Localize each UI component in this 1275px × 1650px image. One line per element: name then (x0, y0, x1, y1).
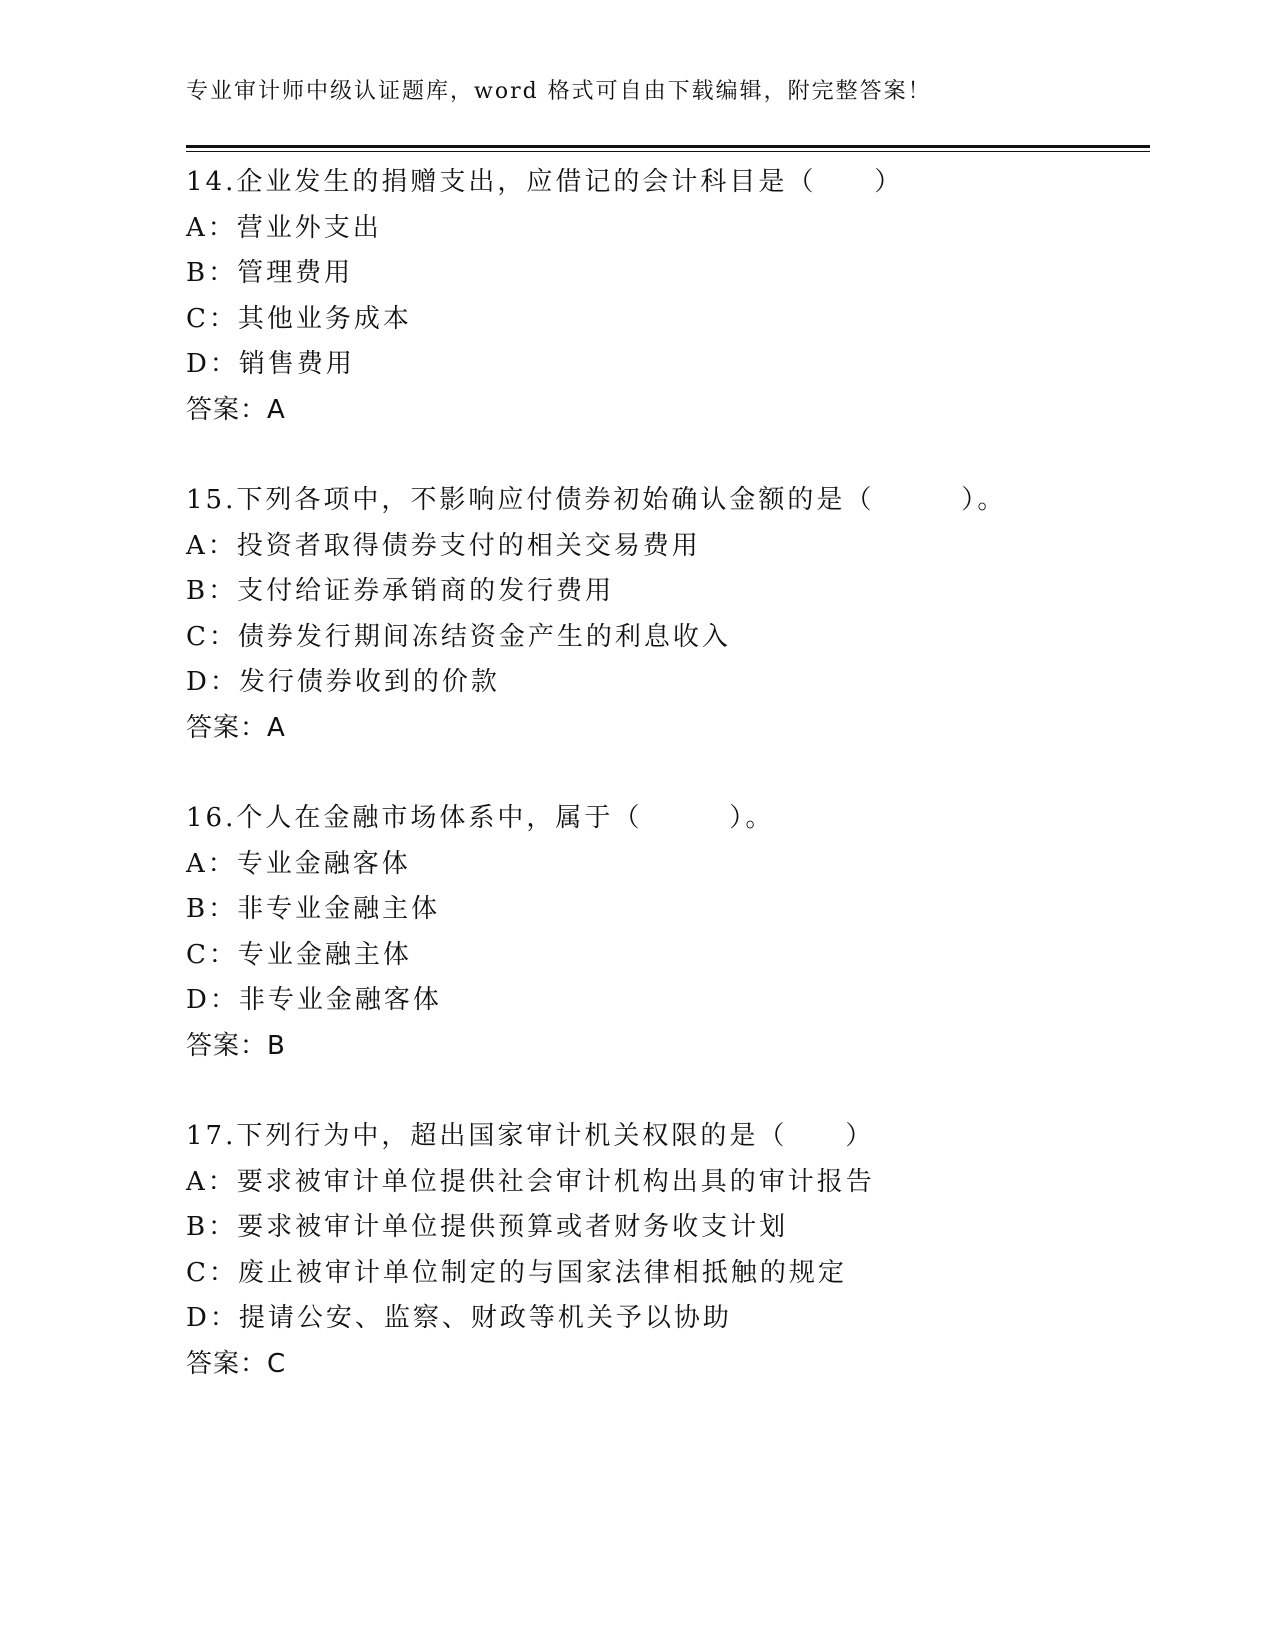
header-rule-thick (186, 145, 1150, 148)
question-list (186, 160, 1150, 1432)
question-14 (186, 160, 1150, 433)
option-a: A：专业金融客体 (186, 848, 411, 879)
option-b: B：非专业金融主体 (186, 894, 441, 924)
answer: 答案：A (186, 712, 286, 743)
option-d: D：提请公安、监察、财政等机关予以协助 (186, 1303, 732, 1333)
question-stem: 15.下列各项中，不影响应付债券初始确认金额的是（ ）。 (186, 485, 1007, 515)
option-b: B：要求被审计单位提供预算或者财务收支计划 (186, 1212, 789, 1242)
option-b: B：支付给证券承销商的发行费用 (186, 576, 615, 606)
option-d: D：非专业金融客体 (186, 985, 442, 1015)
option-c: C：其他业务成本 (186, 303, 412, 334)
option-d: D：发行债券收到的价款 (186, 667, 500, 697)
option-a: A：要求被审计单位提供社会审计机构出具的审计报告 (186, 1166, 875, 1197)
option-c: C：专业金融主体 (186, 939, 412, 970)
option-c: C：债券发行期间冻结资金产生的利息收入 (186, 621, 731, 652)
option-a: A：营业外支出 (186, 212, 382, 243)
option-d: D：销售费用 (186, 349, 355, 379)
question-16 (186, 796, 1150, 1069)
answer: 答案：A (186, 394, 286, 425)
answer: 答案：B (186, 1030, 286, 1061)
question-15 (186, 478, 1150, 751)
header-rule-thin (186, 151, 1150, 152)
answer: 答案：C (186, 1348, 287, 1379)
question-stem: 17.下列行为中，超出国家审计机关权限的是（ ） (186, 1121, 875, 1151)
option-c: C：废止被审计单位制定的与国家法律相抵触的规定 (186, 1257, 847, 1288)
option-b: B：管理费用 (186, 258, 354, 288)
question-stem: 14.企业发生的捐赠支出，应借记的会计科目是（ ） (186, 167, 904, 197)
question-17 (186, 1114, 1150, 1387)
question-stem: 16.个人在金融市场体系中，属于（ ）。 (186, 803, 775, 833)
page-header: 专业审计师中级认证题库，word 格式可自由下载编辑，附完整答案！ (186, 79, 932, 104)
option-a: A：投资者取得债券支付的相关交易费用 (186, 530, 701, 561)
